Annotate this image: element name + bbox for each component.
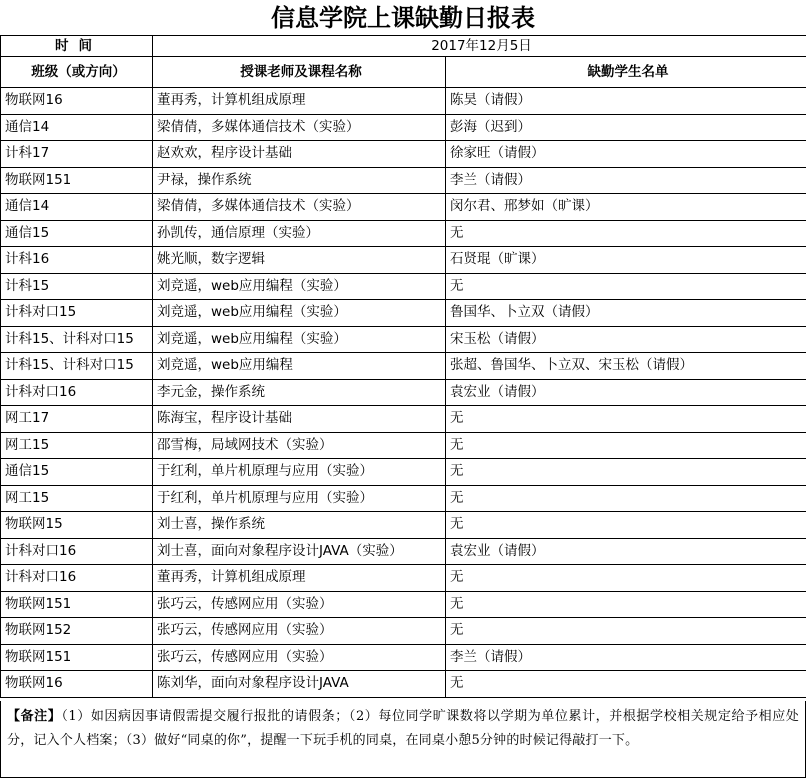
cell-absent: 徐家旺（请假） [446, 141, 806, 168]
cell-class: 计科对口15 [1, 300, 153, 327]
table-row [1, 220, 806, 247]
table-row [1, 194, 806, 221]
cell-teacher-course: 陈刘华，面向对象程序设计JAVA [153, 671, 446, 698]
cell-class: 计科对口16 [1, 538, 153, 565]
cell-absent: 无 [446, 591, 806, 618]
cell-absent: 无 [446, 432, 806, 459]
notes-text: （1）如因病因事请假需提交履行报批的请假条；（2）每位同学旷课数将以学期为单位累计，并根据学校相关规定给予相应处分，记入个人档案；（3）做好“同桌的你”，提醒一下玩手机的同桌，在同桌小憩5分钟的时候记得敲打一下。 [7, 709, 799, 748]
cell-class: 物联网151 [1, 644, 153, 671]
table-row [1, 300, 806, 327]
cell-teacher-course: 刘竞遥，web应用编程（实验） [153, 326, 446, 353]
cell-teacher-course: 刘竞遥，web应用编程 [153, 353, 446, 380]
cell-class: 物联网16 [1, 88, 153, 115]
cell-absent: 无 [446, 512, 806, 539]
cell-absent: 无 [446, 565, 806, 592]
cell-teacher-course: 梁倩倩，多媒体通信技术（实验） [153, 194, 446, 221]
table-row [1, 432, 806, 459]
absence-table [0, 35, 806, 698]
report-title: 信息学院上课缺勤日报表 [271, 3, 535, 32]
table-row [1, 247, 806, 274]
cell-teacher-course: 刘士喜，面向对象程序设计JAVA（实验） [153, 538, 446, 565]
cell-class: 物联网152 [1, 618, 153, 645]
notes-label: 【备注】 [7, 709, 62, 724]
table-row [1, 618, 806, 645]
cell-absent: 石贤琨（旷课） [446, 247, 806, 274]
header-absent: 缺勤学生名单 [446, 57, 806, 88]
cell-absent: 彭海（迟到） [446, 114, 806, 141]
notes-box [0, 701, 806, 778]
cell-teacher-course: 陈海宝，程序设计基础 [153, 406, 446, 433]
header-row [1, 57, 806, 88]
table-row [1, 88, 806, 115]
cell-absent: 袁宏业（请假） [446, 538, 806, 565]
cell-absent: 李兰（请假） [446, 167, 806, 194]
cell-class: 计科16 [1, 247, 153, 274]
cell-class: 物联网151 [1, 167, 153, 194]
cell-absent: 无 [446, 220, 806, 247]
cell-teacher-course: 刘士喜，操作系统 [153, 512, 446, 539]
table-row [1, 644, 806, 671]
table-row [1, 406, 806, 433]
table-row [1, 538, 806, 565]
cell-absent: 无 [446, 618, 806, 645]
table-row [1, 353, 806, 380]
cell-teacher-course: 张巧云，传感网应用（实验） [153, 591, 446, 618]
cell-absent: 陈昊（请假） [446, 88, 806, 115]
cell-class: 计科17 [1, 141, 153, 168]
table-row [1, 326, 806, 353]
cell-absent: 无 [446, 459, 806, 486]
cell-class: 计科对口16 [1, 565, 153, 592]
time-row [1, 36, 806, 57]
header-class: 班级（或方向） [1, 57, 153, 88]
table-row [1, 591, 806, 618]
cell-class: 通信14 [1, 194, 153, 221]
cell-teacher-course: 姚光顺，数字逻辑 [153, 247, 446, 274]
cell-class: 物联网15 [1, 512, 153, 539]
table-row [1, 485, 806, 512]
cell-teacher-course: 董再秀，计算机组成原理 [153, 565, 446, 592]
cell-teacher-course: 刘竞遥，web应用编程（实验） [153, 300, 446, 327]
table-row [1, 565, 806, 592]
table-row [1, 379, 806, 406]
cell-absent: 张超、鲁国华、卜立双、宋玉松（请假） [446, 353, 806, 380]
cell-absent: 闵尔君、邢梦如（旷课） [446, 194, 806, 221]
cell-absent: 李兰（请假） [446, 644, 806, 671]
time-label: 时间 [1, 36, 153, 57]
table-row [1, 459, 806, 486]
table-row [1, 512, 806, 539]
cell-class: 计科对口16 [1, 379, 153, 406]
cell-absent: 无 [446, 485, 806, 512]
cell-teacher-course: 张巧云，传感网应用（实验） [153, 644, 446, 671]
cell-class: 通信15 [1, 459, 153, 486]
cell-absent: 无 [446, 671, 806, 698]
cell-teacher-course: 刘竞遥，web应用编程（实验） [153, 273, 446, 300]
table-row [1, 114, 806, 141]
table-row [1, 167, 806, 194]
cell-class: 通信14 [1, 114, 153, 141]
cell-class: 计科15 [1, 273, 153, 300]
cell-class: 物联网16 [1, 671, 153, 698]
report-date: 2017年12月5日 [153, 36, 806, 57]
cell-class: 通信15 [1, 220, 153, 247]
cell-absent: 无 [446, 406, 806, 433]
table-row [1, 671, 806, 698]
cell-class: 计科15、计科对口15 [1, 326, 153, 353]
cell-absent: 鲁国华、卜立双（请假） [446, 300, 806, 327]
table-row [1, 141, 806, 168]
cell-class: 物联网151 [1, 591, 153, 618]
cell-teacher-course: 于红利，单片机原理与应用（实验） [153, 485, 446, 512]
cell-class: 网工17 [1, 406, 153, 433]
cell-class: 网工15 [1, 432, 153, 459]
cell-class: 网工15 [1, 485, 153, 512]
table-row [1, 273, 806, 300]
cell-teacher-course: 李元金，操作系统 [153, 379, 446, 406]
header-teacher-course: 授课老师及课程名称 [153, 57, 446, 88]
cell-absent: 无 [446, 273, 806, 300]
cell-absent: 宋玉松（请假） [446, 326, 806, 353]
cell-absent: 袁宏业（请假） [446, 379, 806, 406]
cell-teacher-course: 孙凯传，通信原理（实验） [153, 220, 446, 247]
cell-teacher-course: 邵雪梅，局域网技术（实验） [153, 432, 446, 459]
cell-teacher-course: 于红利，单片机原理与应用（实验） [153, 459, 446, 486]
cell-teacher-course: 梁倩倩，多媒体通信技术（实验） [153, 114, 446, 141]
cell-teacher-course: 尹禄，操作系统 [153, 167, 446, 194]
cell-class: 计科15、计科对口15 [1, 353, 153, 380]
cell-teacher-course: 董再秀，计算机组成原理 [153, 88, 446, 115]
cell-teacher-course: 赵欢欢，程序设计基础 [153, 141, 446, 168]
cell-teacher-course: 张巧云，传感网应用（实验） [153, 618, 446, 645]
